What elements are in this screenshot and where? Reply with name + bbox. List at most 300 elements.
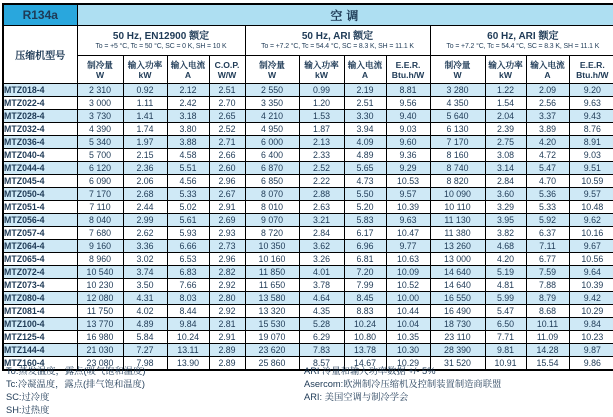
value-cell: 2.44 [123,201,167,214]
value-cell: 2.51 [209,84,245,97]
value-cell: 8.79 [526,292,569,305]
value-cell: 9.42 [569,292,613,305]
table-row [3,175,613,188]
value-cell: 4.72 [526,149,569,162]
value-cell: 7 170 [430,136,485,149]
value-cell: 3.36 [123,240,167,253]
value-cell: 7.88 [526,279,569,292]
value-cell: 9.57 [386,188,430,201]
note-line: ARI: 美国空调与制冷学会 [304,392,409,402]
column-unit: W/W [217,69,237,80]
table-row [3,279,613,292]
value-cell: 9.56 [386,97,430,110]
value-cell: 9 160 [77,240,123,253]
column-header [167,56,209,84]
value-cell: 2.39 [485,123,526,136]
model-cell: MTZ032-4 [3,123,77,136]
value-cell: 2.81 [209,318,245,331]
value-cell: 11 650 [245,279,299,292]
value-cell: 2.12 [167,84,209,97]
value-cell: 5.47 [526,162,569,175]
value-cell: 2.42 [167,97,209,110]
column-header [245,56,299,84]
value-cell: 2.82 [209,266,245,279]
value-cell: 4.58 [167,149,209,162]
value-cell: 5.50 [344,188,386,201]
value-cell: 2.75 [485,136,526,149]
value-cell: 13 000 [430,253,485,266]
value-cell: 7.66 [167,279,209,292]
value-cell: 7.27 [123,344,167,357]
value-cell: 23 080 [77,357,123,371]
value-cell: 2.15 [123,149,167,162]
value-cell: 8.83 [344,305,386,318]
value-cell: 9.62 [569,214,613,227]
column-unit: Btu.h/W [391,69,425,80]
value-cell: 5.33 [526,201,569,214]
value-cell: 4 950 [245,123,299,136]
value-cell: 3.08 [485,149,526,162]
model-cell: MTZ036-4 [3,136,77,149]
column-label: 输入电流 [530,59,565,70]
table-row [3,97,613,110]
value-cell: 7.11 [526,240,569,253]
value-cell: 10 350 [245,240,299,253]
value-cell: 5.19 [485,266,526,279]
value-cell: 9 070 [245,214,299,227]
value-cell: 16 490 [430,305,485,318]
value-cell: 10.63 [386,253,430,266]
footnotes [6,365,610,417]
value-cell: 2.62 [123,227,167,240]
value-cell: 10.23 [569,331,613,344]
column-header [77,56,123,84]
value-cell: 10 540 [77,266,123,279]
column-label: 输入功率 [127,59,163,70]
column-unit: W [267,69,277,80]
note-line: Asercom:欧洲制冷压缩机及控制装置制造商联盟 [304,379,502,389]
value-cell: 16 550 [430,292,485,305]
value-cell: 2.66 [209,149,245,162]
value-cell: 1.11 [123,97,167,110]
value-cell: 9.29 [386,162,430,175]
footnotes-right [304,365,604,417]
value-cell: 7 170 [77,188,123,201]
value-cell: 9.51 [569,162,613,175]
value-cell: 3.02 [123,253,167,266]
value-cell: 3.18 [167,110,209,123]
value-cell: 13 260 [430,240,485,253]
value-cell: 5.20 [344,201,386,214]
model-cell: MTZ100-4 [3,318,77,331]
table-row [3,162,613,175]
value-cell: 4.68 [485,240,526,253]
value-cell: 0.99 [299,84,344,97]
value-cell: 6.66 [167,240,209,253]
value-cell: 19 070 [245,331,299,344]
group-title: 50 Hz, ARI 额定 [301,30,374,42]
value-cell: 28 390 [430,344,485,357]
value-cell: 10.11 [526,318,569,331]
value-cell: 7.98 [123,357,167,371]
value-cell: 6 400 [245,149,299,162]
value-cell: 4.31 [123,292,167,305]
value-cell: 8 740 [430,162,485,175]
table-row [3,214,613,227]
value-cell: 6 850 [245,175,299,188]
value-cell: 3.78 [299,279,344,292]
model-cell: MTZ065-4 [3,253,77,266]
column-label: 输入电流 [347,59,383,70]
value-cell: 3.88 [167,136,209,149]
value-cell: 10.24 [344,318,386,331]
value-cell: 2.89 [209,344,245,357]
value-cell: 5.36 [526,188,569,201]
value-cell: 8.45 [344,292,386,305]
value-cell: 9.20 [569,84,613,97]
title-bar-row [3,4,613,26]
value-cell: 9.43 [569,110,613,123]
table-body [3,84,613,371]
model-cell: MTZ081-4 [3,305,77,318]
table-row [3,136,613,149]
column-unit: kW [315,69,328,80]
column-unit: W [453,69,462,80]
value-cell: 3.21 [299,214,344,227]
category-header: 空调 [77,4,613,26]
value-cell: 1.54 [485,97,526,110]
model-cell: MTZ080-4 [3,292,77,305]
value-cell: 4.89 [123,318,167,331]
column-unit: kW [499,69,512,80]
value-cell: 9.03 [386,123,430,136]
value-cell: 8.76 [569,123,613,136]
group-title: 50 Hz, EN12900 额定 [112,30,210,42]
model-cell: MTZ072-4 [3,266,77,279]
value-cell: 2.67 [209,188,245,201]
datasheet [2,3,611,371]
value-cell: 23 620 [245,344,299,357]
value-cell: 10.80 [344,331,386,344]
value-cell: 10.04 [386,318,430,331]
value-cell: 10.39 [386,201,430,214]
value-cell: 13 320 [245,305,299,318]
column-label: E.E.R. [579,59,605,70]
value-cell: 10.09 [386,266,430,279]
table-row [3,110,613,123]
value-cell: 9.03 [569,149,613,162]
column-header [430,56,485,84]
value-cell: 10 230 [77,279,123,292]
value-cell: 3.37 [526,110,569,123]
value-cell: 5.61 [167,214,209,227]
model-cell: MTZ073-4 [3,279,77,292]
value-cell: 5 340 [77,136,123,149]
table-row [3,331,613,344]
value-cell: 2.91 [209,331,245,344]
value-cell: 5.84 [123,331,167,344]
value-cell: 10.52 [386,279,430,292]
model-cell: MTZ028-4 [3,110,77,123]
model-cell: MTZ040-4 [3,149,77,162]
table-row [3,123,613,136]
value-cell: 6.96 [344,240,386,253]
value-cell: 9.81 [485,344,526,357]
value-cell: 10.29 [569,305,613,318]
value-cell: 6.17 [344,227,386,240]
value-cell: 2.51 [344,97,386,110]
value-cell: 10.39 [569,279,613,292]
table-row [3,305,613,318]
value-cell: 10.53 [386,175,430,188]
model-cell: MTZ044-4 [3,162,77,175]
group-conditions: To = +5 °C, Tc = 50 °C, SC = 0 K, SH = 10 K [95,42,227,50]
group-title: 60 Hz, ARI 额定 [487,30,559,42]
column-header [569,56,613,84]
column-unit: Btu.h/W [576,69,609,80]
value-cell: 11 130 [430,214,485,227]
value-cell: 5.51 [167,162,209,175]
value-cell: 9.36 [386,149,430,162]
value-cell: 2.63 [299,201,344,214]
value-cell: 4.89 [344,149,386,162]
value-cell: 3.60 [485,188,526,201]
value-cell: 7.99 [344,279,386,292]
group-header-2 [245,26,430,56]
value-cell: 14 640 [430,279,485,292]
model-cell: MTZ022-4 [3,97,77,110]
value-cell: 5.02 [167,201,209,214]
value-cell: 8 820 [430,175,485,188]
value-cell: 10.59 [569,175,613,188]
group-conditions: To = +7.2 °C, Tc = 54.4 °C, SC = 8.3 K, SH = 11.1 K [261,42,414,50]
value-cell: 8 960 [77,253,123,266]
value-cell: 6 000 [245,136,299,149]
value-cell: 4.81 [485,279,526,292]
table-row [3,344,613,357]
column-unit: A [544,69,551,80]
value-cell: 3.26 [299,253,344,266]
column-unit: W [95,69,105,80]
value-cell: 8.68 [526,305,569,318]
value-cell: 0.92 [123,84,167,97]
value-cell: 8 070 [245,188,299,201]
value-cell: 3.82 [485,227,526,240]
value-cell: 2.91 [209,201,245,214]
value-cell: 2.52 [299,162,344,175]
value-cell: 11 750 [77,305,123,318]
value-cell: 4.73 [344,175,386,188]
value-cell: 2.71 [209,136,245,149]
value-cell: 4 390 [77,123,123,136]
note-line: ARI 冷量和输入功率数据 +/- 5% [304,366,436,376]
value-cell: 7.20 [344,266,386,279]
value-cell: 2.93 [209,227,245,240]
value-cell: 1.87 [299,123,344,136]
value-cell: 8.44 [167,305,209,318]
column-header [485,56,526,84]
value-cell: 5.83 [344,214,386,227]
value-cell: 2.89 [209,357,245,371]
table-row [3,266,613,279]
value-cell: 10 090 [430,188,485,201]
column-header [344,56,386,84]
value-cell: 10.91 [485,357,526,371]
value-cell: 9.87 [569,344,613,357]
value-cell: 6 120 [77,162,123,175]
value-cell: 2.69 [209,214,245,227]
value-cell: 2.68 [123,188,167,201]
value-cell: 14.67 [344,357,386,371]
value-cell: 9.84 [167,318,209,331]
table-row [3,240,613,253]
table-row [3,318,613,331]
value-cell: 6.37 [526,227,569,240]
value-cell: 8.91 [569,136,613,149]
value-cell: 13.90 [167,357,209,371]
column-header [123,56,167,84]
model-cell: MTZ144-4 [3,344,77,357]
value-cell: 4 210 [245,110,299,123]
value-cell: 2.73 [209,240,245,253]
column-label: E.E.R. [395,59,421,70]
value-cell: 13.11 [167,344,209,357]
value-cell: 2.60 [209,162,245,175]
value-cell: 1.53 [299,110,344,123]
column-label: 输入功率 [304,59,339,70]
value-cell: 12 080 [77,292,123,305]
column-unit: A [184,69,192,80]
value-cell: 5.92 [526,214,569,227]
value-cell: 5.33 [167,188,209,201]
value-cell: 8.03 [167,292,209,305]
group-header-row [3,26,613,56]
group-header-1 [77,26,245,56]
value-cell: 10 160 [245,253,299,266]
value-cell: 16 980 [77,331,123,344]
column-unit: A [361,69,369,80]
note-line: SC:过冷度 [6,392,50,402]
value-cell: 4.56 [167,175,209,188]
model-cell: MTZ125-4 [3,331,77,344]
column-unit: kW [138,69,152,80]
value-cell: 9.63 [386,214,430,227]
value-cell: 10.47 [386,227,430,240]
value-cell: 13 770 [77,318,123,331]
value-cell: 11 850 [245,266,299,279]
value-cell: 3 000 [77,97,123,110]
model-cell: MTZ045-4 [3,175,77,188]
value-cell: 6 870 [245,162,299,175]
value-cell: 6.81 [344,253,386,266]
value-cell: 2.09 [526,84,569,97]
value-cell: 8 720 [245,227,299,240]
value-cell: 1.22 [485,84,526,97]
value-cell: 4 350 [430,97,485,110]
table-row [3,292,613,305]
value-cell: 7.83 [299,344,344,357]
value-cell: 8.57 [299,357,344,371]
value-cell: 8 040 [77,214,123,227]
value-cell: 3.94 [344,123,386,136]
value-cell: 4.01 [299,266,344,279]
table-row [3,253,613,266]
value-cell: 2.88 [299,188,344,201]
column-header [386,56,430,84]
value-cell: 9.86 [569,357,613,371]
value-cell: 3.29 [485,201,526,214]
note-line: SH:过热度 [6,405,50,415]
table-row [3,227,613,240]
value-cell: 7.71 [485,331,526,344]
value-cell: 9.57 [569,188,613,201]
value-cell: 10.35 [386,331,430,344]
value-cell: 2.65 [209,110,245,123]
value-cell: 8 010 [245,201,299,214]
value-cell: 2.96 [209,253,245,266]
value-cell: 2.96 [209,175,245,188]
value-cell: 14 640 [430,266,485,279]
value-cell: 14.28 [526,344,569,357]
value-cell: 21 030 [77,344,123,357]
value-cell: 5 640 [430,110,485,123]
value-cell: 3.89 [526,123,569,136]
value-cell: 7 110 [77,201,123,214]
column-label: 输入电流 [170,59,206,70]
value-cell: 13.78 [344,344,386,357]
value-cell: 6.83 [167,266,209,279]
value-cell: 2.04 [485,110,526,123]
value-cell: 5.47 [485,305,526,318]
value-cell: 9.77 [386,240,430,253]
value-cell: 8.81 [386,84,430,97]
note-line: To:蒸发温度，露点(吸气饱和温度) [6,366,146,376]
value-cell: 3.50 [123,279,167,292]
column-header [526,56,569,84]
value-cell: 15 530 [245,318,299,331]
value-cell: 6.29 [299,331,344,344]
value-cell: 6.77 [526,253,569,266]
value-cell: 2.92 [209,279,245,292]
column-label: 制冷量 [87,59,113,70]
refrigerant-badge: R134a [3,4,77,26]
value-cell: 13 580 [245,292,299,305]
value-cell: 4.20 [526,136,569,149]
value-cell: 4.20 [485,253,526,266]
group-conditions: To = +7.2 °C, Tc = 54.4 °C, SC = 8.3 K, SH = 11.1 K [446,42,600,50]
footnotes-left [6,365,304,417]
value-cell: 11 380 [430,227,485,240]
value-cell: 3.30 [344,110,386,123]
value-cell: 3 350 [245,97,299,110]
column-label: 制冷量 [444,59,471,70]
value-cell: 2.99 [123,214,167,227]
value-cell: 6 090 [77,175,123,188]
value-cell: 2.92 [209,305,245,318]
value-cell: 10 110 [430,201,485,214]
value-cell: 10.00 [386,292,430,305]
column-label: 制冷量 [259,59,285,70]
value-cell: 2.06 [123,175,167,188]
model-cell: MTZ050-4 [3,188,77,201]
value-cell: 2.84 [485,175,526,188]
value-cell: 2.13 [299,136,344,149]
value-cell: 4.02 [123,305,167,318]
value-cell: 4.35 [299,305,344,318]
value-cell: 1.20 [299,97,344,110]
value-cell: 2.22 [299,175,344,188]
value-cell: 2 550 [245,84,299,97]
